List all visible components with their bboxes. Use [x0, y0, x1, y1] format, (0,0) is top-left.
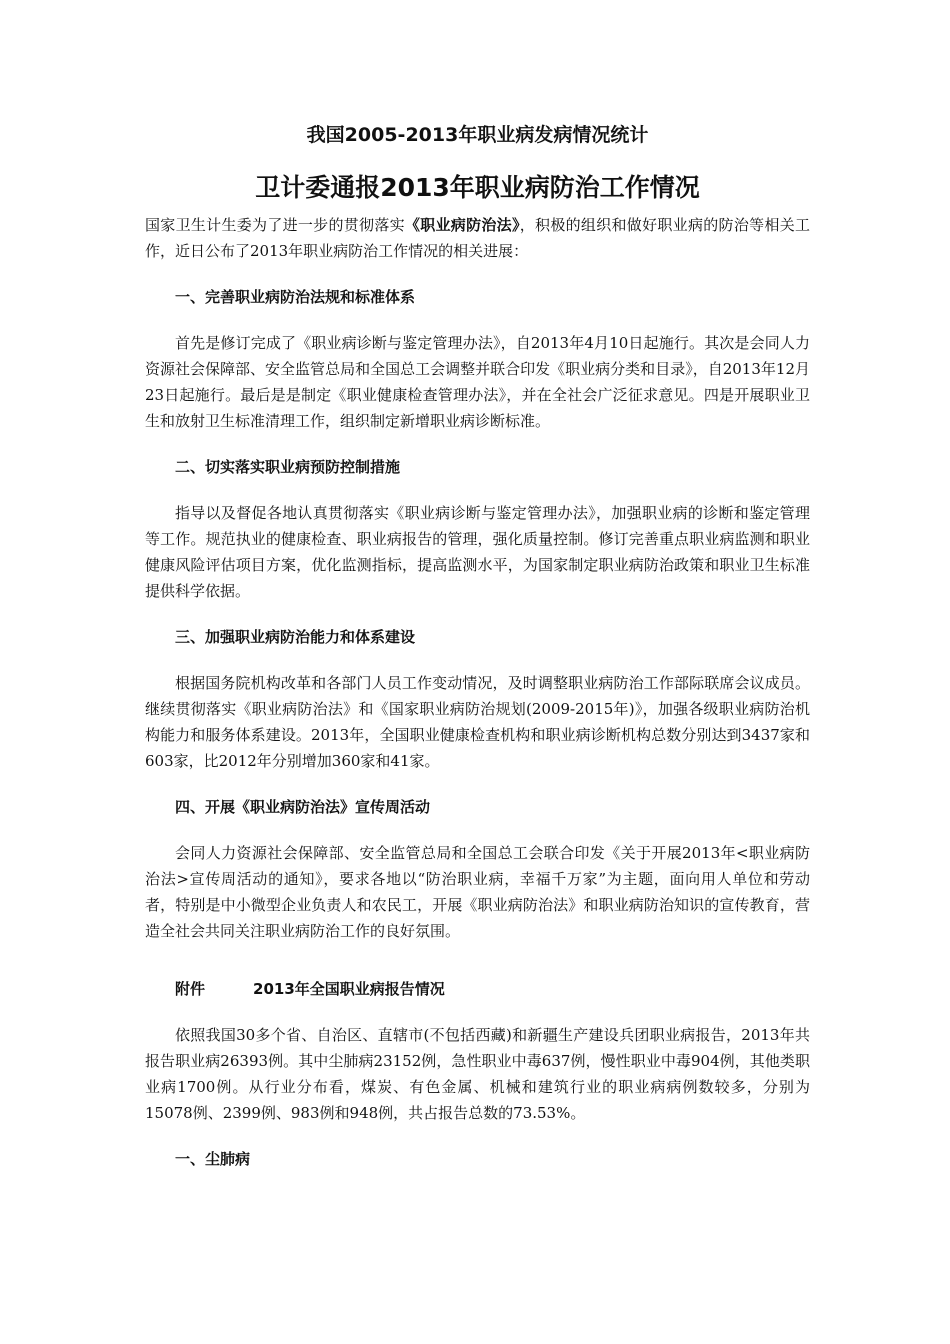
- section-body-4: 会同人力资源社会保障部、安全监管总局和全国总工会联合印发《关于开展2013年<职业病防治法>宣传周活动的通知》，要求各地以“防治职业病，幸福千万家”为主题，面向用人单位和劳动者，特别是中小微型企业负责人和农民工，开展《职业病防治法》和职业病防治知识的宣传教育，营造全社会共同关注职业病防治工作的良好氛围。: [145, 844, 810, 940]
- section-heading-2: 二、切实落实职业病预防控制措施: [175, 458, 401, 476]
- document-content: [145, 118, 810, 1172]
- section-body-3: 根据国务院机构改革和各部门人员工作变动情况，及时调整职业病防治工作部际联席会议成员。继续贯彻落实《职业病防治法》和《国家职业病防治规划(2009-2015年)》，加强各级职业病防治机构能力和服务体系建设。2013年，全国职业健康检查机构和职业病诊断机构总数分别达到3437家和603家，比2012年分别增加360家和41家。: [145, 674, 810, 770]
- appendix-title: 2013年全国职业病报告情况: [253, 980, 445, 998]
- intro-law-name: 《职业病防治法》: [404, 216, 520, 234]
- intro-text-after: ，积极的组织和做好职业病的防治等相关工作，近日公布了2013年职业病防治工作情况的相关进展：: [145, 216, 810, 260]
- section-heading-3: 三、加强职业病防治能力和体系建设: [175, 628, 416, 646]
- intro-text-before: 国家卫生计生委为了进一步的贯彻落实: [145, 216, 405, 234]
- appendix-heading: [145, 976, 810, 1002]
- intro-paragraph: [145, 212, 810, 264]
- appendix-subheading: 一、尘肺病: [175, 1150, 251, 1168]
- section-body-2: 指导以及督促各地认真贯彻落实《职业病诊断与鉴定管理办法》，加强职业病的诊断和鉴定管理等工作。规范执业的健康检查、职业病报告的管理，强化质量控制。修订完善重点职业病监测和职业健康风险评估项目方案，优化监测指标，提高监测水平，为国家制定职业病防治政策和职业卫生标准提供科学依据。: [145, 504, 810, 600]
- document-title: 我国2005-2013年职业病发病情况统计: [306, 124, 649, 146]
- appendix-body: 依照我国30多个省、自治区、直辖市(不包括西藏)和新疆生产建设兵团职业病报告，2013年共报告职业病26393例。其中尘肺病23152例，急性职业中毒637例，慢性职业中毒904例，其他类职业病1700例。从行业分布看，煤炭、有色金属、机械和建筑行业的职业病病例数较多，分别为15078例、2399例、983例和948例，共占报告总数的73.53%。: [145, 1026, 811, 1122]
- section-body-1: 首先是修订完成了《职业病诊断与鉴定管理办法》，自2013年4月10日起施行。其次是会同人力资源社会保障部、安全监管总局和全国总工会调整并联合印发《职业病分类和目录》，自2013年12月23日起施行。最后是是制定《职业健康检查管理办法》，并在全社会广泛征求意见。四是开展职业卫生和放射卫生标准清理工作，组织制定新增职业病诊断标准。: [145, 334, 810, 430]
- section-heading-4: 四、开展《职业病防治法》宣传周活动: [175, 798, 431, 816]
- article-title: 卫计委通报2013年职业病防治工作情况: [255, 173, 700, 202]
- section-heading-1: 一、完善职业病防治法规和标准体系: [175, 288, 416, 306]
- appendix-label: 附件: [175, 980, 206, 998]
